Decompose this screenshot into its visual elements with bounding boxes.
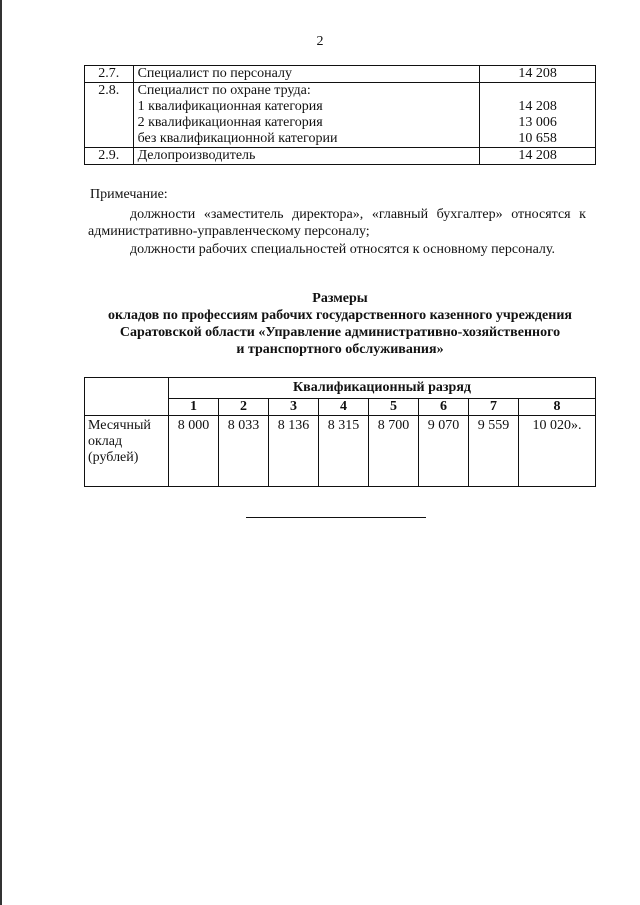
amount-cell: 8 315	[319, 416, 369, 487]
table-row	[85, 66, 596, 83]
amount-cell: 10 020».	[519, 416, 596, 487]
page-number: 2	[316, 34, 324, 49]
table-row	[85, 83, 596, 148]
note-title: Примечание:	[90, 187, 168, 202]
position-line: 2 квалификационная категория	[137, 115, 323, 130]
note-paragraph: должности рабочих специальностей относятся к основному персоналу.	[130, 242, 556, 257]
salary-value: 14 208	[518, 99, 557, 114]
grade-cell: 5	[369, 399, 419, 416]
amount-cell: 9 070	[419, 416, 469, 487]
closing-separator-line	[246, 517, 426, 518]
grade-cell: 7	[469, 399, 519, 416]
amount-cell: 9 559	[469, 416, 519, 487]
grade-cell: 2	[219, 399, 269, 416]
qualification-grade-header: Квалификационный разряд	[169, 378, 596, 399]
scan-left-edge	[0, 0, 2, 905]
salary-value	[480, 83, 595, 99]
position-line: Специалист по персоналу	[137, 66, 292, 81]
salary-value: 13 006	[518, 115, 557, 130]
grade-cell: 1	[169, 399, 219, 416]
grade-cell: 3	[269, 399, 319, 416]
row-number: 2.8.	[85, 83, 134, 148]
position-line: без квалификационной категории	[137, 131, 338, 146]
heading-line: окладов по профессиям рабочих государственного казенного учреждения	[108, 308, 572, 323]
grade-cell: 4	[319, 399, 369, 416]
table-header-row	[85, 378, 596, 399]
note-paragraph: должности «заместитель директора», «главный бухгалтер» относятся к административно-управленческому персоналу;	[88, 207, 586, 239]
position-name	[133, 148, 480, 165]
row-label: Месячный оклад (рублей)	[85, 416, 169, 487]
position-name	[133, 83, 480, 148]
section-heading	[60, 290, 620, 358]
salary-table	[84, 377, 596, 487]
amount-cell: 8 136	[269, 416, 319, 487]
salary-value: 14 208	[518, 66, 557, 81]
grade-cell: 6	[419, 399, 469, 416]
positions-table	[84, 65, 596, 165]
salary-value: 10 658	[518, 131, 557, 146]
heading-line: и транспортного обслуживания»	[236, 342, 444, 357]
amount-cell: 8 700	[369, 416, 419, 487]
row-number: 2.7.	[85, 66, 134, 83]
row-number: 2.9.	[85, 148, 134, 165]
grade-cell: 8	[519, 399, 596, 416]
heading-line: Размеры	[312, 291, 368, 306]
position-line: Специалист по охране труда:	[137, 83, 311, 98]
amount-cell: 8 000	[169, 416, 219, 487]
position-line: 1 квалификационная категория	[137, 99, 323, 114]
table-row	[85, 148, 596, 165]
position-line: Делопроизводитель	[137, 148, 256, 163]
position-salary	[480, 66, 596, 83]
position-name	[133, 66, 480, 83]
heading-line: Саратовской области «Управление административно-хозяйственного	[119, 325, 561, 340]
table-row	[85, 416, 596, 487]
empty-corner-cell	[85, 378, 169, 416]
amount-cell: 8 033	[219, 416, 269, 487]
position-salary	[480, 83, 596, 148]
salary-value: 14 208	[518, 148, 557, 163]
position-salary	[480, 148, 596, 165]
